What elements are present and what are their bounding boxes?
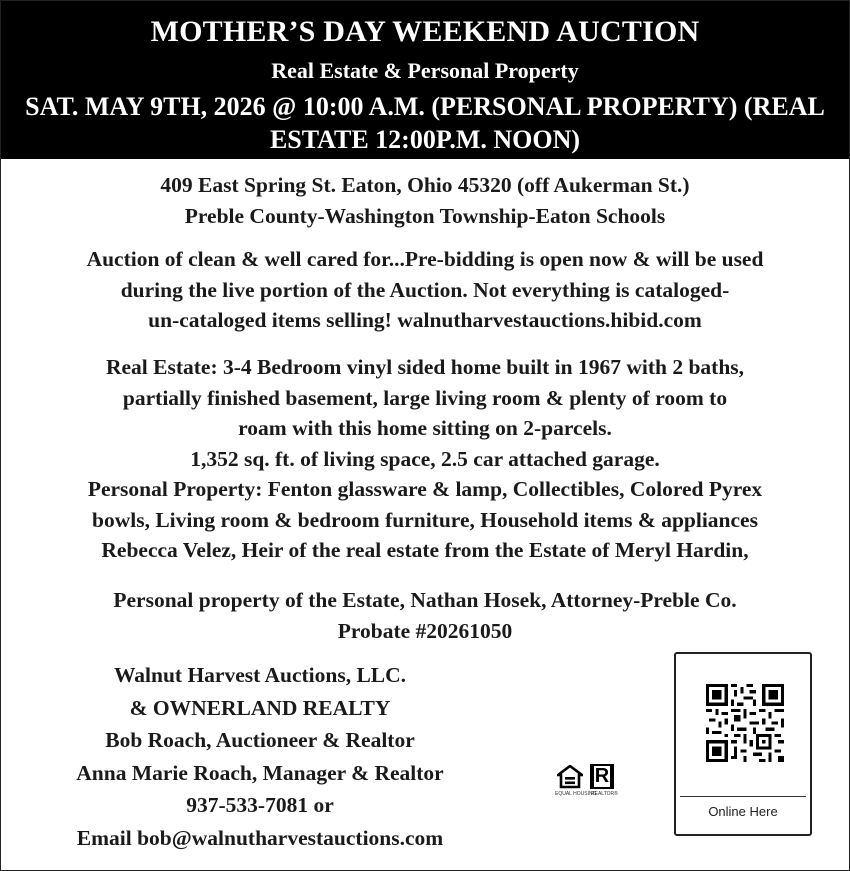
real-estate-line-4: 1,352 sq. ft. of living space, 2.5 car attached garage. — [190, 446, 660, 471]
probate-line: Probate #20261050 — [337, 618, 513, 643]
description-line-2: during the live portion of the Auction. Not everything is cataloged- — [120, 277, 730, 302]
real-estate-line-2: partially finished basement, large living room & plenty of room to — [122, 385, 728, 410]
ad-header — [1, 1, 849, 159]
ad-title: MOTHER’S DAY WEEKEND AUCTION — [150, 15, 700, 48]
qr-divider — [680, 796, 806, 797]
auctioneer-name: Bob Roach, Auctioneer & Realtor — [105, 728, 415, 752]
realtor-caption: REALTOR® — [591, 791, 618, 797]
realty-name: & OWNERLAND REALTY — [129, 695, 391, 720]
real-estate-block — [9, 352, 841, 566]
equal-housing-opportunity-icon — [557, 765, 583, 789]
description-block — [9, 244, 841, 336]
contact-block — [25, 659, 495, 854]
description-line-1: Auction of clean & well cared for...Pre-bidding is open now & will be used — [86, 247, 764, 271]
realtor-letter: R — [594, 765, 610, 787]
location-block — [9, 170, 841, 231]
personal-property-block — [9, 585, 841, 646]
qr-code-icon[interactable] — [706, 684, 784, 762]
attorney-line: Personal property of the Estate, Nathan Hosek, Attorney-Preble Co. — [113, 588, 737, 612]
county-text: Preble County-Washington Township-Eaton Schools — [184, 203, 666, 228]
qr-code-box[interactable] — [674, 652, 812, 836]
manager-name: Anna Marie Roach, Manager & Realtor — [76, 760, 444, 785]
personal-property-list-line-1: Personal Property: Fenton glassware & lamp, Collectibles, Colored Pyrex — [87, 477, 763, 501]
heir-line: Rebecca Velez, Heir of the real estate from the Estate of Meryl Hardin, — [101, 538, 749, 562]
dateline-line-1: SAT. MAY 9TH, 2026 @ 10:00 A.M. (PERSONAL PROPERTY) (REAL — [25, 92, 825, 121]
qr-online-label[interactable]: Online Here — [708, 804, 778, 819]
auction-dateline — [13, 90, 837, 156]
company-name: Walnut Harvest Auctions, LLC. — [113, 663, 407, 687]
email-address: Email bob@walnutharvestauctions.com — [76, 825, 444, 850]
dateline-line-2: ESTATE 12:00P.M. NOON) — [269, 125, 581, 154]
realtor-r-icon — [590, 764, 614, 789]
address-text: 409 East Spring St. Eaton, Ohio 45320 (off Aukerman St.) — [160, 173, 690, 197]
equal-housing-caption: EQUAL HOUSING — [555, 791, 597, 797]
logos-group — [553, 764, 623, 800]
personal-property-list-line-2: bowls, Living room & bedroom furniture, Household items & appliances — [92, 507, 758, 532]
real-estate-line-3: roam with this home sitting on 2-parcels. — [238, 416, 612, 440]
phone-number: 937-533-7081 or — [186, 793, 334, 817]
ad-subtitle: Real Estate & Personal Property — [271, 58, 579, 83]
real-estate-line-1: Real Estate: 3-4 Bedroom vinyl sided home built in 1967 with 2 baths, — [105, 355, 745, 379]
description-line-3: un-cataloged items selling! walnutharvestauctions.hibid.com — [148, 308, 702, 332]
